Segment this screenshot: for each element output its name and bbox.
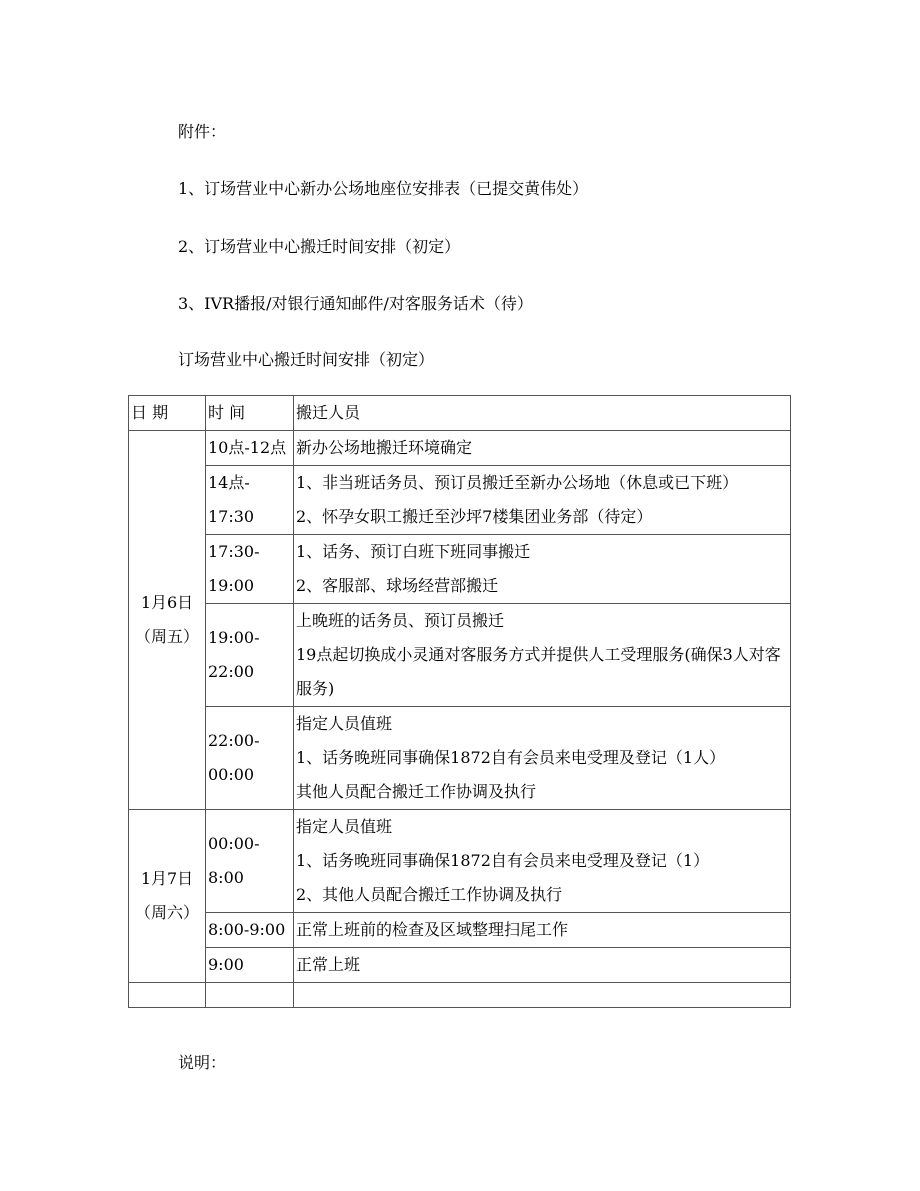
- time-text: 22:00: [208, 662, 255, 681]
- staff-text: 2、怀孕女职工搬迁至沙坪7楼集团业务部（待定）: [296, 507, 653, 526]
- table-row: [129, 948, 791, 983]
- time-text: 17:30-: [208, 542, 260, 561]
- time-text: 9:00: [208, 955, 244, 974]
- table-row: [129, 810, 791, 913]
- time-text: 8:00: [208, 868, 244, 887]
- empty-cell: [294, 983, 791, 1008]
- date-day1: 1月6日: [140, 593, 194, 612]
- staff-cell: [294, 466, 791, 535]
- header-time: 时 间: [206, 396, 294, 431]
- time-text: 00:00-: [208, 834, 260, 853]
- time-text: 22:00-: [208, 731, 260, 750]
- time-text: 10点-12点: [208, 438, 287, 457]
- attachments-heading: 附件：: [178, 122, 227, 141]
- staff-text: 指定人员值班: [296, 714, 393, 733]
- date-cell-day2: [129, 810, 206, 983]
- empty-cell: [129, 983, 206, 1008]
- schedule-table: [128, 395, 791, 1008]
- table-row: [129, 466, 791, 535]
- staff-cell: [294, 604, 791, 707]
- table-row: [129, 431, 791, 466]
- notes-heading: 说明：: [178, 1053, 227, 1072]
- time-text: 17:30: [208, 507, 255, 526]
- attachment-item-2: 2、订场营业中心搬迁时间安排（初定）: [178, 237, 461, 256]
- staff-text: 2、其他人员配合搬迁工作协调及执行: [296, 885, 563, 904]
- staff-cell: [294, 913, 791, 948]
- staff-text: 1、话务晚班同事确保1872自有会员来电受理及登记（1人）: [296, 748, 726, 767]
- staff-text: 新办公场地搬迁环境确定: [296, 438, 473, 457]
- time-text: 19:00: [208, 576, 255, 595]
- time-text: 19:00-: [208, 628, 260, 647]
- time-cell: [206, 913, 294, 948]
- empty-cell: [206, 983, 294, 1008]
- staff-cell: [294, 431, 791, 466]
- table-row: [129, 604, 791, 707]
- date-cell-day1: [129, 431, 206, 810]
- staff-text: 上晚班的话务员、预订员搬迁: [296, 611, 505, 630]
- staff-text: 19点起切换成小灵通对客服务方式并提供人工受理服务(确保3人对客服务): [296, 645, 781, 698]
- staff-text: 1、话务、预订白班下班同事搬迁: [296, 542, 531, 561]
- table-title: 订场营业中心搬迁时间安排（初定）: [178, 350, 435, 369]
- staff-text: 1、非当班话务员、预订员搬迁至新办公场地（休息或已下班）: [296, 473, 739, 492]
- staff-text: 其他人员配合搬迁工作协调及执行: [296, 782, 537, 801]
- weekday-day2: （周六）: [134, 903, 199, 922]
- empty-table-row: [129, 983, 791, 1008]
- time-cell: [206, 948, 294, 983]
- date-day2: 1月7日: [140, 869, 194, 888]
- time-cell: [206, 604, 294, 707]
- time-cell: [206, 810, 294, 913]
- weekday-day1: （周五）: [134, 627, 199, 646]
- table-row: [129, 707, 791, 810]
- staff-cell: [294, 707, 791, 810]
- time-cell: [206, 535, 294, 604]
- staff-cell: [294, 948, 791, 983]
- attachment-item-1: 1、订场营业中心新办公场地座位安排表（已提交黄伟处）: [178, 179, 589, 198]
- header-staff: 搬迁人员: [294, 396, 791, 431]
- table-row: [129, 913, 791, 948]
- staff-cell: [294, 535, 791, 604]
- time-text: 00:00: [208, 765, 255, 784]
- table-row: [129, 535, 791, 604]
- time-cell: [206, 466, 294, 535]
- time-text: 8:00-9:00: [208, 920, 286, 939]
- staff-text: 1、话务晚班同事确保1872自有会员来电受理及登记（1）: [296, 851, 710, 870]
- staff-cell: [294, 810, 791, 913]
- time-text: 14点-: [208, 473, 250, 492]
- time-cell: [206, 707, 294, 810]
- attachment-item-3: 3、IVR播报/对银行通知邮件/对客服务话术（待）: [178, 294, 533, 313]
- time-cell: [206, 431, 294, 466]
- staff-text: 2、客服部、球场经营部搬迁: [296, 576, 499, 595]
- header-date: 日 期: [129, 396, 206, 431]
- staff-text: 正常上班前的检查及区域整理扫尾工作: [296, 920, 569, 939]
- staff-text: 正常上班: [296, 955, 361, 974]
- staff-text: 指定人员值班: [296, 817, 393, 836]
- table-header-row: [129, 396, 791, 431]
